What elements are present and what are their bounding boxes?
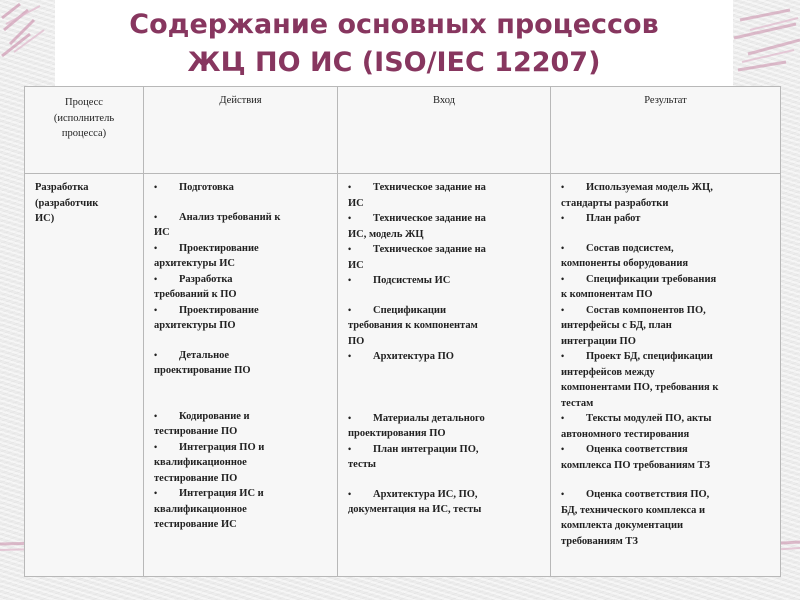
header-process: Процесс (исполнитель процесса) <box>25 87 144 174</box>
list-item: • Техническое задание на ИС, модель ЖЦ <box>348 213 486 240</box>
title-line-1: Содержание основных процессов <box>129 9 659 40</box>
list-item: • Проектирование архитектуры ПО <box>154 304 259 331</box>
header-input: Вход <box>338 87 551 174</box>
process-cell: Разработка (разработчик ИС) <box>25 174 144 577</box>
list-item: • Кодирование и тестирование ПО <box>154 410 250 437</box>
list-item: • Архитектура ПО <box>348 351 454 362</box>
list-item: • Материалы детального проектирования ПО <box>348 412 485 439</box>
list-item: • Используемая модель ЖЦ, стандарты разработки <box>561 182 713 209</box>
list-item: • Спецификации требования к компонентам ПО <box>348 304 478 347</box>
list-item: • Интеграция ПО и квалификационное тестирование ПО <box>154 441 265 484</box>
result-cell <box>551 174 781 577</box>
list-item: • Тексты модулей ПО, акты автономного тестирования <box>561 413 712 440</box>
list-item: • Подготовка <box>154 182 234 193</box>
list-item: • Подсистемы ИС <box>348 275 451 286</box>
list-item: • План интеграции ПО, тесты <box>348 443 479 470</box>
list-item: • Оценка соответствия ПО, БД, технического комплекса и комплекта документации требованиям ТЗ <box>561 489 710 547</box>
list-item: • Архитектура ИС, ПО, документация на ИС, тесты <box>348 488 482 515</box>
top-right-decoration <box>730 0 800 90</box>
list-item: • Анализ требований к ИС <box>154 211 281 238</box>
list-item: • Интеграция ИС и квалификационное тестирование ИС <box>154 488 264 530</box>
list-item: • Проектирование архитектуры ИС <box>154 242 259 269</box>
top-left-decoration <box>0 0 60 90</box>
title-line-2: ЖЦ ПО ИС (ISO/IEC 12207) <box>187 47 601 78</box>
list-item: • Детальное проектирование ПО <box>154 349 251 376</box>
list-item: • Техническое задание на ИС <box>348 182 486 209</box>
header-row <box>25 87 781 174</box>
page-title <box>55 6 733 82</box>
header-actions: Действия <box>144 87 338 174</box>
input-cell <box>338 174 551 577</box>
list-item: • Спецификации требования к компонентам ПО <box>561 273 717 300</box>
table-row <box>25 174 781 577</box>
list-item: • Техническое задание на ИС <box>348 244 486 271</box>
list-item: • Состав компонентов ПО, интерфейсы с БД, план интеграции ПО <box>561 304 706 347</box>
process-table-container <box>24 86 780 577</box>
list-item: • Проект БД, спецификации интерфейсов между компонентами ПО, требования к тестам <box>561 351 719 409</box>
header-result: Результат <box>551 87 781 174</box>
list-item: • Состав подсистем, компоненты оборудования <box>561 242 689 269</box>
actions-cell <box>144 174 338 577</box>
list-item: • Оценка соответствия комплекса ПО требованиям ТЗ <box>561 444 711 471</box>
list-item: • План работ <box>561 213 641 224</box>
process-table <box>24 86 781 577</box>
list-item: • Разработка требований к ПО <box>154 273 237 300</box>
